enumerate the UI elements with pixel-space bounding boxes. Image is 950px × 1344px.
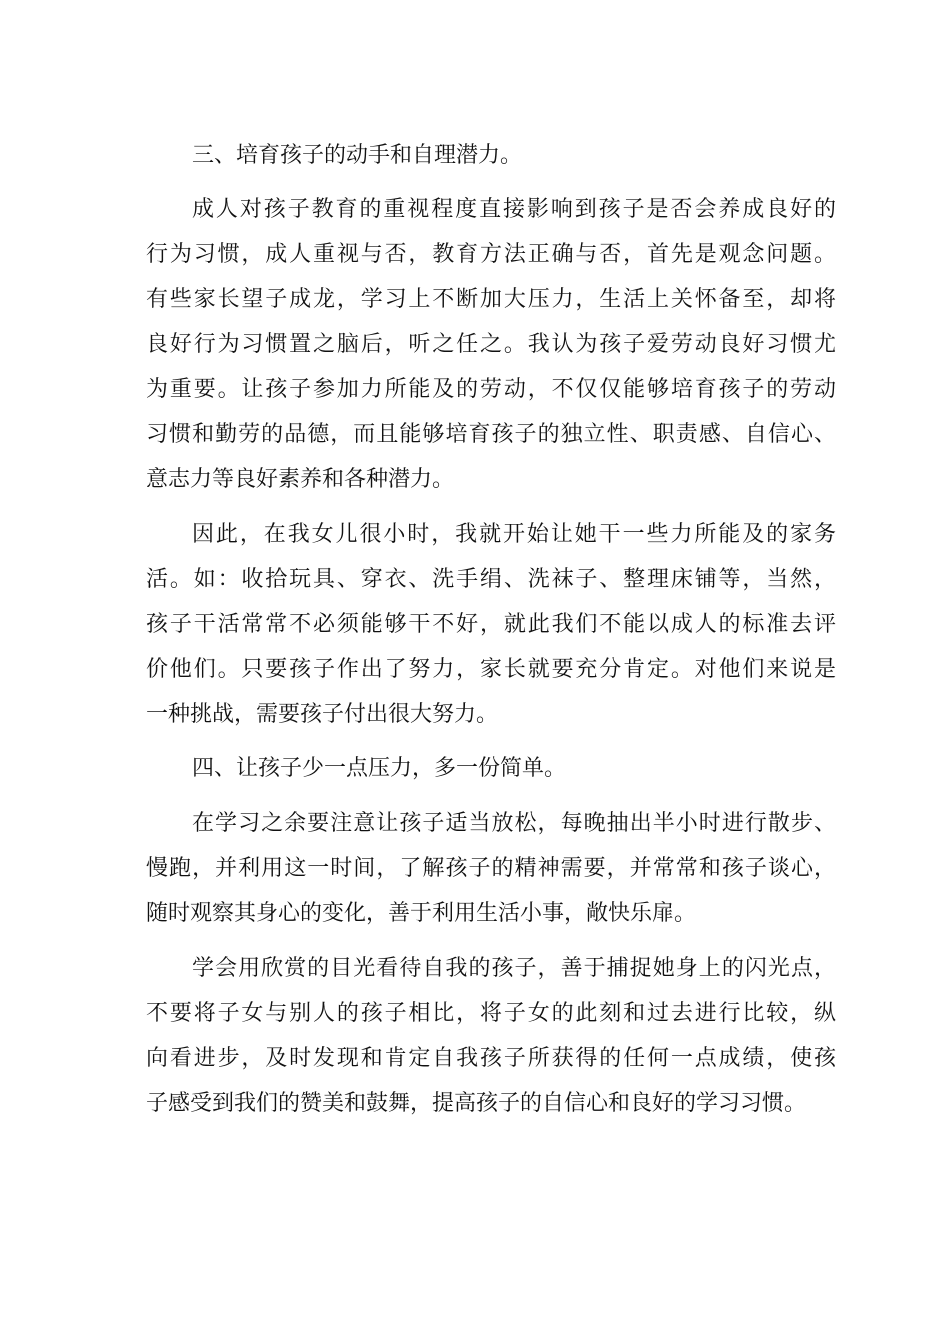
paragraph-line: 良好行为习惯置之脑后，听之任之。我认为孩子爱劳动良好习惯尤 — [146, 332, 836, 357]
paragraph-line: 为重要。让孩子参加力所能及的劳动，不仅仅能够培育孩子的劳动 — [146, 377, 836, 402]
paragraph-line: 成人对孩子教育的重视程度直接影响到孩子是否会养成良好的 — [192, 197, 836, 222]
section-heading-3 — [146, 133, 836, 178]
paragraph-line: 因此，在我女儿很小时，我就开始让她干一些力所能及的家务 — [192, 522, 836, 547]
paragraph-line: 子感受到我们的赞美和鼓舞，提高孩子的自信心和良好的学习习惯。 — [146, 1091, 807, 1116]
paragraph-relax — [146, 801, 836, 936]
paragraph-line: 孩子干活常常不必须能够干不好，就此我们不能以成人的标准去评 — [146, 612, 836, 637]
paragraph-line: 意志力等良好素养和各种潜力。 — [146, 467, 455, 492]
section-heading-4 — [146, 746, 836, 791]
paragraph-line: 习惯和勤劳的品德，而且能够培育孩子的独立性、职责感、自信心、 — [146, 422, 836, 447]
paragraph-line: 不要将子女与别人的孩子相比，将子女的此刻和过去进行比较，纵 — [146, 1001, 836, 1026]
paragraph-adult-attitude — [146, 187, 836, 502]
paragraph-appreciation — [146, 946, 836, 1126]
document-body — [146, 133, 836, 1126]
paragraph-line: 学会用欣赏的目光看待自我的孩子，善于捕捉她身上的闪光点， — [192, 956, 836, 981]
paragraph-line: 一种挑战，需要孩子付出很大努力。 — [146, 702, 499, 727]
paragraph-line: 价他们。只要孩子作出了努力，家长就要充分肯定。对他们来说是 — [146, 657, 836, 682]
paragraph-line: 在学习之余要注意让孩子适当放松，每晚抽出半小时进行散步、 — [192, 811, 836, 836]
paragraph-line: 向看进步，及时发现和肯定自我孩子所获得的任何一点成绩，使孩 — [146, 1046, 836, 1071]
paragraph-line: 慢跑，并利用这一时间，了解孩子的精神需要，并常常和孩子谈心， — [146, 856, 836, 881]
paragraph-housework — [146, 512, 836, 737]
heading-line: 四、让孩子少一点压力，多一份简单。 — [192, 756, 567, 781]
paragraph-line: 有些家长望子成龙，学习上不断加大压力，生活上关怀备至，却将 — [146, 287, 836, 312]
paragraph-line: 行为习惯，成人重视与否，教育方法正确与否，首先是观念问题。 — [146, 242, 836, 267]
paragraph-line: 随时观察其身心的变化，善于利用生活小事，敞快乐扉。 — [146, 901, 697, 926]
heading-line: 三、培育孩子的动手和自理潜力。 — [192, 143, 523, 168]
paragraph-line: 活。如：收拾玩具、穿衣、洗手绢、洗袜子、整理床铺等，当然， — [146, 567, 836, 592]
